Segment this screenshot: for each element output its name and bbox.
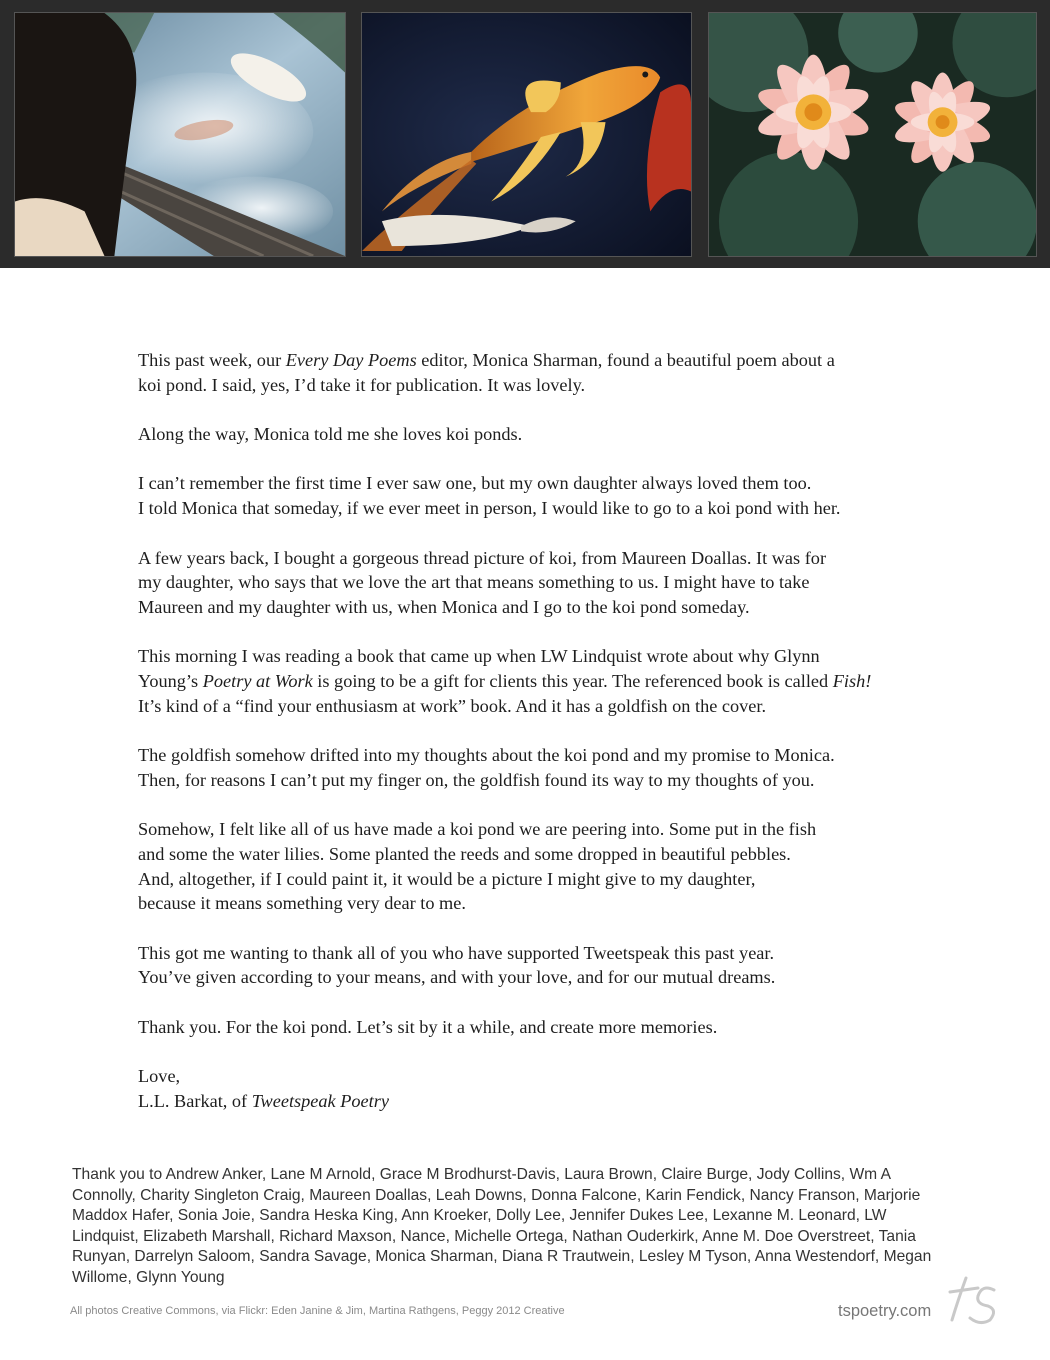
signature: L.L. Barkat, of Tweetspeak Poetry: [138, 1090, 389, 1111]
closing: Love,: [138, 1066, 181, 1087]
book-title-fish: Fish!: [832, 671, 872, 692]
paragraph-1: This past week, our Every Day Poems editor, Monica Sharman, found a beautiful poem about a koi pond. I said, yes, I’d take it for publication. It was lovely.: [138, 350, 835, 395]
koi-pond-girl-photo: [14, 12, 346, 257]
water-lily-photo: [708, 12, 1037, 257]
photo-credits: All photos Creative Commons, via Flickr: Eden Janine & Jim, Martina Rathgens, Peggy 2012 Creative: [70, 1305, 565, 1317]
paragraph-6: The goldfish somehow drifted into my thoughts about the koi pond and my promise to Monica. Then, for reasons I can’t put my finger on, the goldfish found its way to my thoughts of you.: [138, 745, 835, 790]
paragraph-7: Somehow, I felt like all of us have made a koi pond we are peering into. Some put in the fish and some the water lilies. Some planted the reeds and some dropped in beautiful pebbles. And, altogether, if I could paint it, it would be a picture I might give to my daughter, because it means something very dear to me.: [138, 819, 817, 914]
paragraph-3: I can’t remember the first time I ever saw one, but my own daughter always loved them too. I told Monica that someday, if we ever meet in person, I would like to go to a koi pond with her.: [138, 473, 841, 519]
paragraph-4: A few years back, I bought a gorgeous thread picture of koi, from Maureen Doallas. It was for my daughter, who says that we love the art that means something to us. I might have to take Maureen and my daughter with us, when Monica and I go to the koi pond someday.: [138, 547, 827, 617]
golden-koi-photo: [361, 12, 692, 257]
ts-logo-icon: [944, 1270, 1004, 1330]
site-link[interactable]: tspoetry.com: [838, 1302, 932, 1320]
photo-strip: [0, 0, 1050, 268]
publication-name: Tweetspeak Poetry: [251, 1090, 389, 1111]
paragraph-2: Along the way, Monica told me she loves koi ponds.: [138, 424, 523, 445]
paragraph-9: Thank you. For the koi pond. Let’s sit by it a while, and create more memories.: [138, 1016, 718, 1037]
paragraph-8: This got me wanting to thank all of you who have supported Tweetspeak this past year. You’ve given according to your means, and with your love, and for our mutual dreams.: [138, 942, 776, 988]
book-title-poetry-at-work: Poetry at Work: [202, 671, 313, 692]
letter-body: [138, 348, 938, 1114]
thank-you-names: Thank you to Andrew Anker, Lane M Arnold, Grace M Brodhurst-Davis, Laura Brown, Claire Burge, Jody Collins, Wm A Connolly, Charity Singleton Craig, Maureen Doallas, Leah Downs, Donna Falcone, Karin Fendick, Nancy Franson, Marjorie Maddox Hafer, Sonia Joie, Sandra Heska King, Ann Kroeker, Dolly Lee, Jennifer Dukes Lee, Lexanne M. Leonard, LW Lindquist, Elizabeth Marshall, Richard Maxson, Nance, Michelle Ortega, Nathan Ouderkirk, Anne M. Doe Overstreet, Tania Runyan, Darrelyn Saloom, Sandra Savage, Monica Sharman, Diana R Trautwein, Lesley M Tyson, Anna Westendorf, Megan Willome, Glynn Young: [72, 1166, 932, 1286]
paragraph-5: This morning I was reading a book that came up when LW Lindquist wrote about why Glynn Young’s Poetry at Work is going to be a gift for clients this year. The referenced book is called Fish! It’s kind of a “find your enthusiasm at work” book. And it has a goldfish on the cover.: [138, 646, 872, 716]
magazine-title: Every Day Poems: [285, 350, 417, 370]
